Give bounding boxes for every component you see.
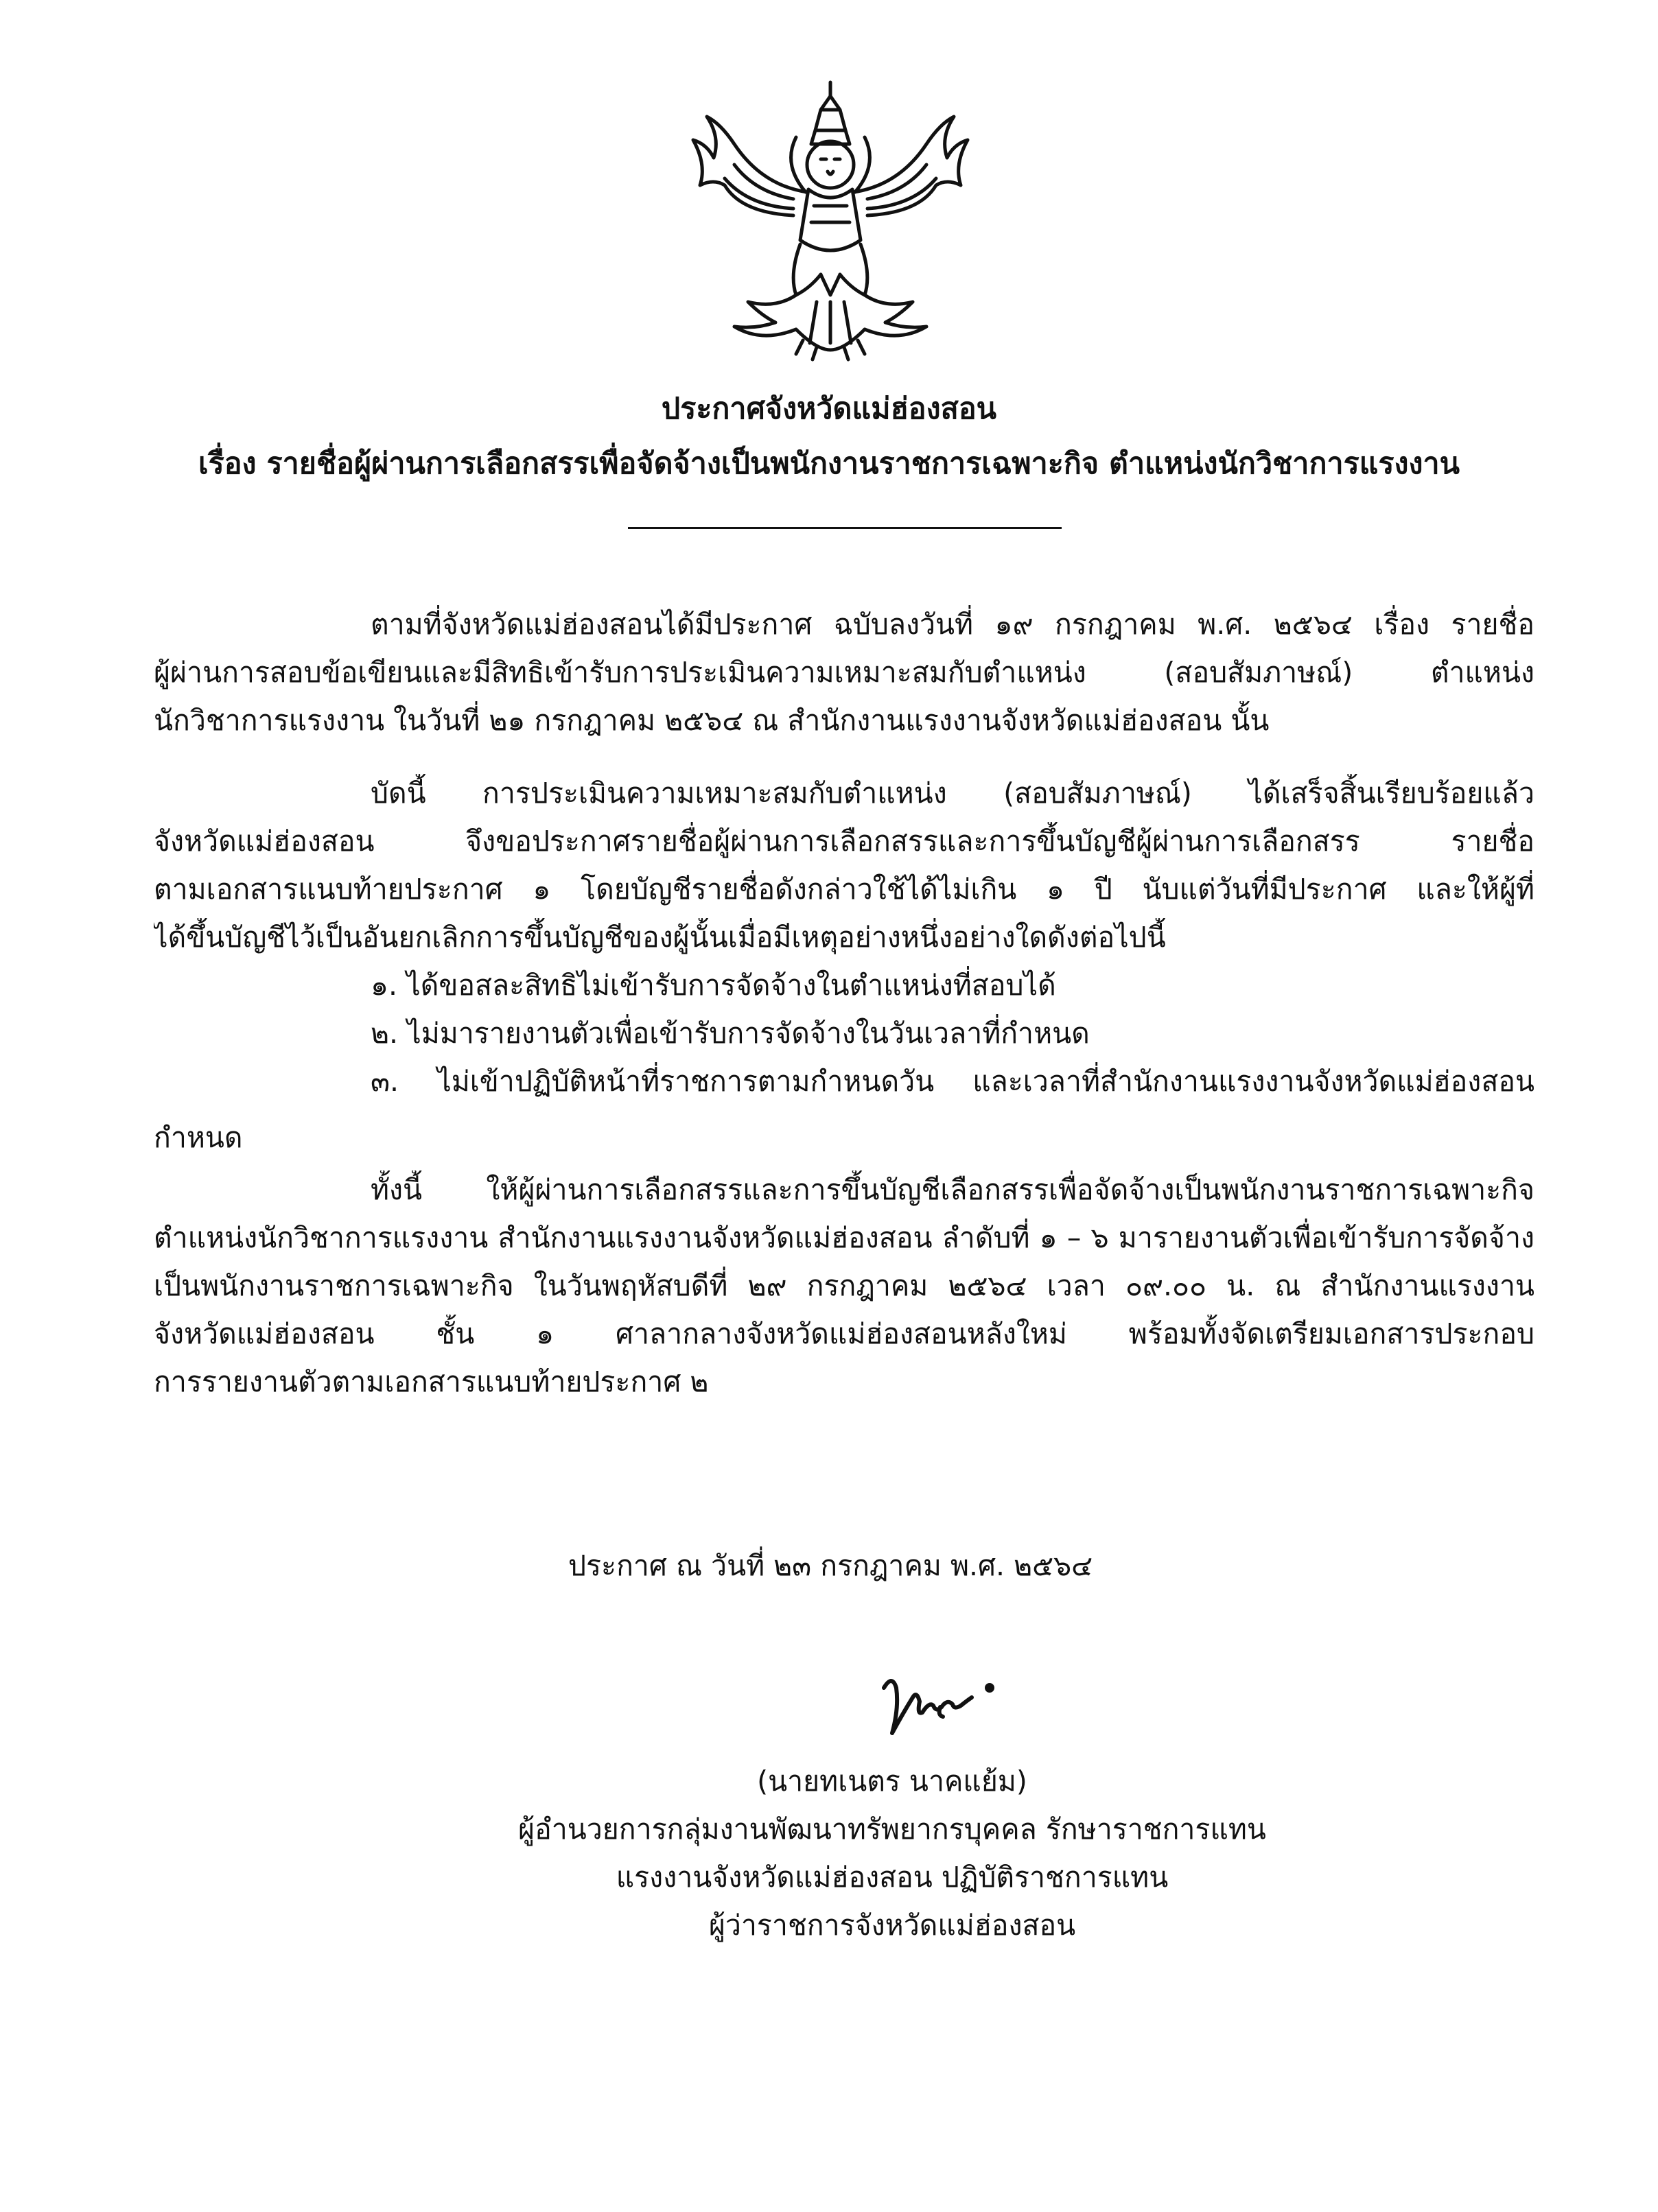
paragraph-2-line: จังหวัดแม่ฮ่องสอน จึงขอประกาศรายชื่อผู้ผ่านการเลือกสรรและการขึ้นบัญชีผู้ผ่านการเลือกสรร รายชื่อ [154,825,1534,858]
announcement-subject: เรื่อง รายชื่อผู้ผ่านการเลือกสรรเพื่อจัดจ้างเป็นพนักงานราชการเฉพาะกิจ ตำแหน่งนักวิชาการแรงงาน [198,447,1460,481]
paragraph-1-line: ตามที่จังหวัดแม่ฮ่องสอนได้มีประกาศ ฉบับลงวันที่ ๑๙ กรกฎาคม พ.ศ. ๒๕๖๔ เรื่อง รายชื่อ [371,608,1534,641]
paragraph-3-line: จังหวัดแม่ฮ่องสอน ชั้น ๑ ศาลากลางจังหวัดแม่ฮ่องสอนหลังใหม่ พร้อมทั้งจัดเตรียมเอกสารประกอบ [154,1317,1534,1350]
paragraph-3-line: การรายงานตัวตามเอกสารแนบท้ายประกาศ ๒ [154,1365,709,1398]
paragraph-3-line: ตำแหน่งนักวิชาการแรงงาน สำนักงานแรงงานจังหวัดแม่ฮ่องสอน ลำดับที่ ๑ – ๖ มารายงานตัวเพื่อเข้ารับการจัดจ้าง [154,1221,1534,1254]
condition-item: ๒. ไม่มารายงานตัวเพื่อเข้ารับการจัดจ้างในวันเวลาที่กำหนด [371,1017,1090,1050]
announcement-title: ประกาศจังหวัดแม่ฮ่องสอน [661,392,997,426]
paragraph-3-line: ทั้งนี้ ให้ผู้ผ่านการเลือกสรรและการขึ้นบัญชีเลือกสรรเพื่อจัดจ้างเป็นพนักงานราชการเฉพาะกิจ [371,1173,1534,1206]
title-divider [628,527,1062,529]
condition-item: ๓. ไม่เข้าปฏิบัติหน้าที่ราชการตามกำหนดวัน และเวลาที่สำนักงานแรงงานจังหวัดแม่ฮ่องสอน [371,1065,1534,1098]
paragraph-2-line: ตามเอกสารแนบท้ายประกาศ ๑ โดยบัญชีรายชื่อดังกล่าวใช้ได้ไม่เกิน ๑ ปี นับแต่วันที่มีประกาศ และให้ผู้ที่ [154,873,1534,906]
condition-item: ๑. ได้ขอสละสิทธิไม่เข้ารับการจัดจ้างในตำแหน่งที่สอบได้ [371,969,1056,1002]
signatory-position: ผู้อำนวยการกลุ่มงานพัฒนาทรัพยากรบุคคล รักษาราชการแทน [518,1813,1266,1846]
paragraph-3-line: เป็นพนักงานราชการเฉพาะกิจ ในวันพฤหัสบดีที่ ๒๙ กรกฎาคม ๒๕๖๔ เวลา ๐๙.๐๐ น. ณ สำนักงานแรงงาน [154,1269,1534,1302]
paragraph-1-line: นักวิชาการแรงงาน ในวันที่ ๒๑ กรกฎาคม ๒๕๖๔ ณ สำนักงานแรงงานจังหวัดแม่ฮ่องสอน นั้น [154,704,1270,737]
handwritten-signature [872,1667,1002,1743]
paragraph-2-line: ได้ขึ้นบัญชีไว้เป็นอันยกเลิกการขึ้นบัญชีของผู้นั้นเมื่อมีเหตุอย่างหนึ่งอย่างใดดังต่อไปนี้ [154,921,1166,954]
signatory-name: (นายทเนตร นาคแย้ม) [757,1765,1027,1798]
condition-item-continued: กำหนด [154,1121,243,1154]
garuda-emblem-icon [659,69,1002,364]
signatory-position: ผู้ว่าราชการจังหวัดแม่ฮ่องสอน [708,1909,1076,1942]
announcement-date: ประกาศ ณ วันที่ ๒๓ กรกฎาคม พ.ศ. ๒๕๖๔ [568,1549,1093,1582]
paragraph-2-line: บัดนี้ การประเมินความเหมาะสมกับตำแหน่ง (สอบสัมภาษณ์) ได้เสร็จสิ้นเรียบร้อยแล้ว [371,777,1534,810]
signatory-position: แรงงานจังหวัดแม่ฮ่องสอน ปฏิบัติราชการแทน [616,1861,1169,1894]
paragraph-1-line: ผู้ผ่านการสอบข้อเขียนและมีสิทธิเข้ารับการประเมินความเหมาะสมกับตำแหน่ง (สอบสัมภาษณ์) ตำแหน่ง [154,656,1534,689]
